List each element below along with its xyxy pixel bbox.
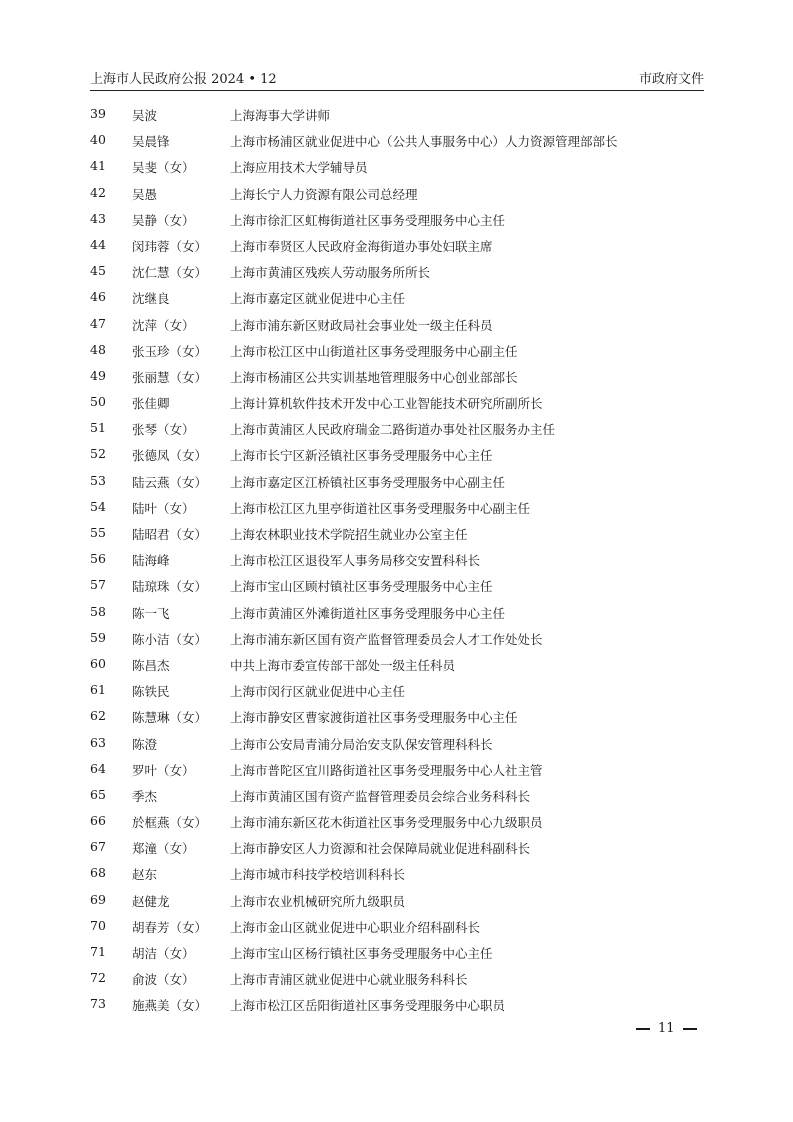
row-number: 50: [90, 394, 106, 410]
list-item: [90, 337, 704, 363]
person-title: 上海市杨浦区公共实训基地管理服务中心创业部部长: [230, 369, 518, 385]
person-name: 陈铁民: [132, 684, 170, 700]
person-title: 上海市宝山区杨行镇社区事务受理服务中心主任: [230, 946, 493, 961]
row-number: 62: [90, 708, 106, 724]
person-title: 中共上海市委宣传部干部处一级主任科员: [230, 657, 456, 673]
person-name: 吴晨锋: [132, 134, 170, 150]
list-item: [90, 127, 704, 153]
person-name: 张佳卿: [132, 396, 170, 412]
list-item: [90, 651, 704, 677]
list-item: [90, 756, 704, 782]
row-number: 65: [90, 786, 106, 802]
row-number: 61: [90, 682, 106, 698]
person-title: 上海市宝山区顾村镇社区事务受理服务中心主任: [230, 579, 493, 595]
list-item: [90, 965, 704, 991]
person-title: 上海市黄浦区残疾人劳动服务所所长: [230, 265, 431, 281]
row-number: 67: [90, 839, 106, 855]
person-name: 陆海峰: [132, 553, 170, 569]
person-name: 吴静（女）: [132, 212, 195, 228]
page-header: [90, 66, 704, 91]
person-title: 上海市闵行区就业促进中心主任: [230, 684, 406, 700]
list-item: [90, 389, 704, 415]
person-name: 陈澄: [132, 736, 158, 752]
person-name: 吴波: [132, 108, 158, 123]
person-name: 吴愚: [132, 186, 158, 202]
list-item: [90, 206, 704, 232]
row-number: 45: [90, 263, 106, 279]
person-name: 陆琼珠（女）: [132, 579, 208, 595]
list-item: [90, 284, 704, 310]
list-item: [90, 808, 704, 834]
person-name: 赵东: [132, 867, 158, 883]
list-item: [90, 415, 704, 441]
person-name: 闵玮蓉（女）: [132, 238, 208, 254]
person-name: 陈慧琳（女）: [132, 710, 208, 726]
row-number: 51: [90, 420, 106, 436]
row-number: 43: [90, 210, 106, 226]
dash-left: [636, 1028, 650, 1030]
row-number: 40: [90, 132, 106, 148]
person-title: 上海计算机软件技术开发中心工业智能技术研究所副所长: [230, 396, 543, 412]
list-item: [90, 939, 704, 965]
person-title: 上海市徐汇区虹梅街道社区事务受理服务中心主任: [230, 212, 506, 228]
list-item: [90, 494, 704, 520]
list-item: [90, 860, 704, 886]
person-title: 上海市松江区岳阳街道社区事务受理服务中心职员: [230, 998, 506, 1014]
list-item: [90, 520, 704, 546]
list-item: [90, 991, 704, 1017]
person-title: 上海市黄浦区人民政府瑞金二路街道办事处社区服务办主任: [230, 422, 556, 438]
row-number: 68: [90, 865, 106, 881]
list-item: [90, 311, 704, 337]
person-name: 陆云燕（女）: [132, 474, 208, 490]
person-title: 上海市普陀区宜川路街道社区事务受理服务中心人社主管: [230, 762, 543, 778]
person-title: 上海市浦东新区花木街道社区事务受理服务中心九级职员: [230, 815, 543, 831]
person-title: 上海市嘉定区江桥镇社区事务受理服务中心副主任: [230, 474, 506, 490]
list-item: [90, 625, 704, 651]
person-name: 陆叶（女）: [132, 500, 195, 516]
person-title: 上海市黄浦区国有资产监督管理委员会综合业务科科长: [230, 788, 531, 804]
row-number: 66: [90, 813, 106, 829]
person-title: 上海市杨浦区就业促进中心（公共人事服务中心）人力资源管理部部长: [230, 134, 618, 150]
person-name: 胡春芳（女）: [132, 919, 208, 935]
person-name: 施燕美（女）: [132, 998, 208, 1014]
row-number: 41: [90, 158, 106, 174]
gazette-title: 上海市人民政府公报 2024 • 12: [90, 72, 277, 87]
person-name: 俞波（女）: [132, 972, 195, 988]
row-number: 46: [90, 289, 106, 305]
page-number: 11: [658, 1021, 675, 1036]
person-name: 胡洁（女）: [132, 946, 195, 961]
person-name: 沈仁慧（女）: [132, 265, 208, 281]
row-number: 70: [90, 917, 106, 933]
row-number: 49: [90, 367, 106, 383]
row-number: 39: [90, 106, 106, 121]
section-title: 市政府文件: [638, 72, 704, 87]
row-number: 52: [90, 446, 106, 462]
person-name: 沈继良: [132, 291, 170, 307]
list-item: [90, 180, 704, 206]
row-number: 56: [90, 551, 106, 567]
person-name: 季杰: [132, 788, 158, 804]
person-name: 陈一飞: [132, 605, 170, 621]
person-title: 上海市奉贤区人民政府金海街道办事处妇联主席: [230, 238, 493, 254]
list-item: [90, 546, 704, 572]
person-name: 吴斐（女）: [132, 160, 195, 176]
list-item: [90, 232, 704, 258]
list-item: [90, 441, 704, 467]
row-number: 63: [90, 734, 106, 750]
person-title: 上海市金山区就业促进中心职业介绍科副科长: [230, 919, 481, 935]
list-item: [90, 258, 704, 284]
person-name: 张德凤（女）: [132, 448, 208, 464]
person-title: 上海市浦东新区财政局社会事业处一级主任科员: [230, 317, 493, 333]
list-item: [90, 834, 704, 860]
person-title: 上海市青浦区就业促进中心就业服务科科长: [230, 972, 468, 988]
name-list: [90, 101, 704, 1018]
person-title: 上海市城市科技学校培训科科长: [230, 867, 406, 883]
list-item: [90, 703, 704, 729]
person-name: 赵健龙: [132, 893, 170, 909]
person-name: 郑潼（女）: [132, 841, 195, 857]
row-number: 57: [90, 577, 106, 593]
person-name: 张玉珍（女）: [132, 343, 208, 359]
person-title: 上海市松江区退役军人事务局移交安置科科长: [230, 553, 481, 569]
person-name: 张丽慧（女）: [132, 369, 208, 385]
page-footer: [636, 1021, 697, 1036]
row-number: 47: [90, 315, 106, 331]
person-title: 上海市嘉定区就业促进中心主任: [230, 291, 406, 307]
person-title: 上海农林职业技术学院招生就业办公室主任: [230, 527, 468, 542]
row-number: 64: [90, 760, 106, 776]
person-title: 上海市松江区中山街道社区事务受理服务中心副主任: [230, 343, 518, 359]
list-item: [90, 782, 704, 808]
list-item: [90, 599, 704, 625]
row-number: 54: [90, 498, 106, 514]
person-name: 沈萍（女）: [132, 317, 195, 333]
person-name: 张琴（女）: [132, 422, 195, 438]
list-item: [90, 363, 704, 389]
person-title: 上海海事大学讲师: [230, 108, 331, 123]
person-name: 陈昌杰: [132, 657, 170, 673]
list-item: [90, 153, 704, 179]
list-item: [90, 913, 704, 939]
row-number: 42: [90, 184, 106, 200]
person-name: 陆昭君（女）: [132, 527, 208, 542]
person-title: 上海应用技术大学辅导员: [230, 160, 368, 176]
person-title: 上海市公安局青浦分局治安支队保安管理科科长: [230, 736, 493, 752]
row-number: 44: [90, 236, 106, 252]
person-name: 於框燕（女）: [132, 815, 208, 831]
person-title: 上海市浦东新区国有资产监督管理委员会人才工作处处长: [230, 631, 543, 647]
row-number: 48: [90, 341, 106, 357]
person-title: 上海市黄浦区外滩街道社区事务受理服务中心主任: [230, 605, 506, 621]
row-number: 59: [90, 629, 106, 645]
person-title: 上海市长宁区新泾镇社区事务受理服务中心主任: [230, 448, 493, 464]
row-number: 69: [90, 891, 106, 907]
list-item: [90, 101, 704, 127]
list-item: [90, 677, 704, 703]
row-number: 55: [90, 525, 106, 540]
dash-right: [683, 1028, 697, 1030]
person-title: 上海市松江区九里亭街道社区事务受理服务中心副主任: [230, 500, 531, 516]
person-name: 陈小洁（女）: [132, 631, 208, 647]
person-title: 上海市农业机械研究所九级职员: [230, 893, 406, 909]
row-number: 71: [90, 944, 106, 959]
person-title: 上海长宁人力资源有限公司总经理: [230, 186, 418, 202]
row-number: 72: [90, 970, 106, 986]
list-item: [90, 887, 704, 913]
list-item: [90, 572, 704, 598]
person-title: 上海市静安区人力资源和社会保障局就业促进科副科长: [230, 841, 531, 857]
row-number: 73: [90, 996, 106, 1012]
row-number: 58: [90, 603, 106, 619]
list-item: [90, 468, 704, 494]
person-title: 上海市静安区曹家渡街道社区事务受理服务中心主任: [230, 710, 518, 726]
person-name: 罗叶（女）: [132, 762, 195, 778]
row-number: 60: [90, 655, 106, 671]
row-number: 53: [90, 472, 106, 488]
list-item: [90, 730, 704, 756]
